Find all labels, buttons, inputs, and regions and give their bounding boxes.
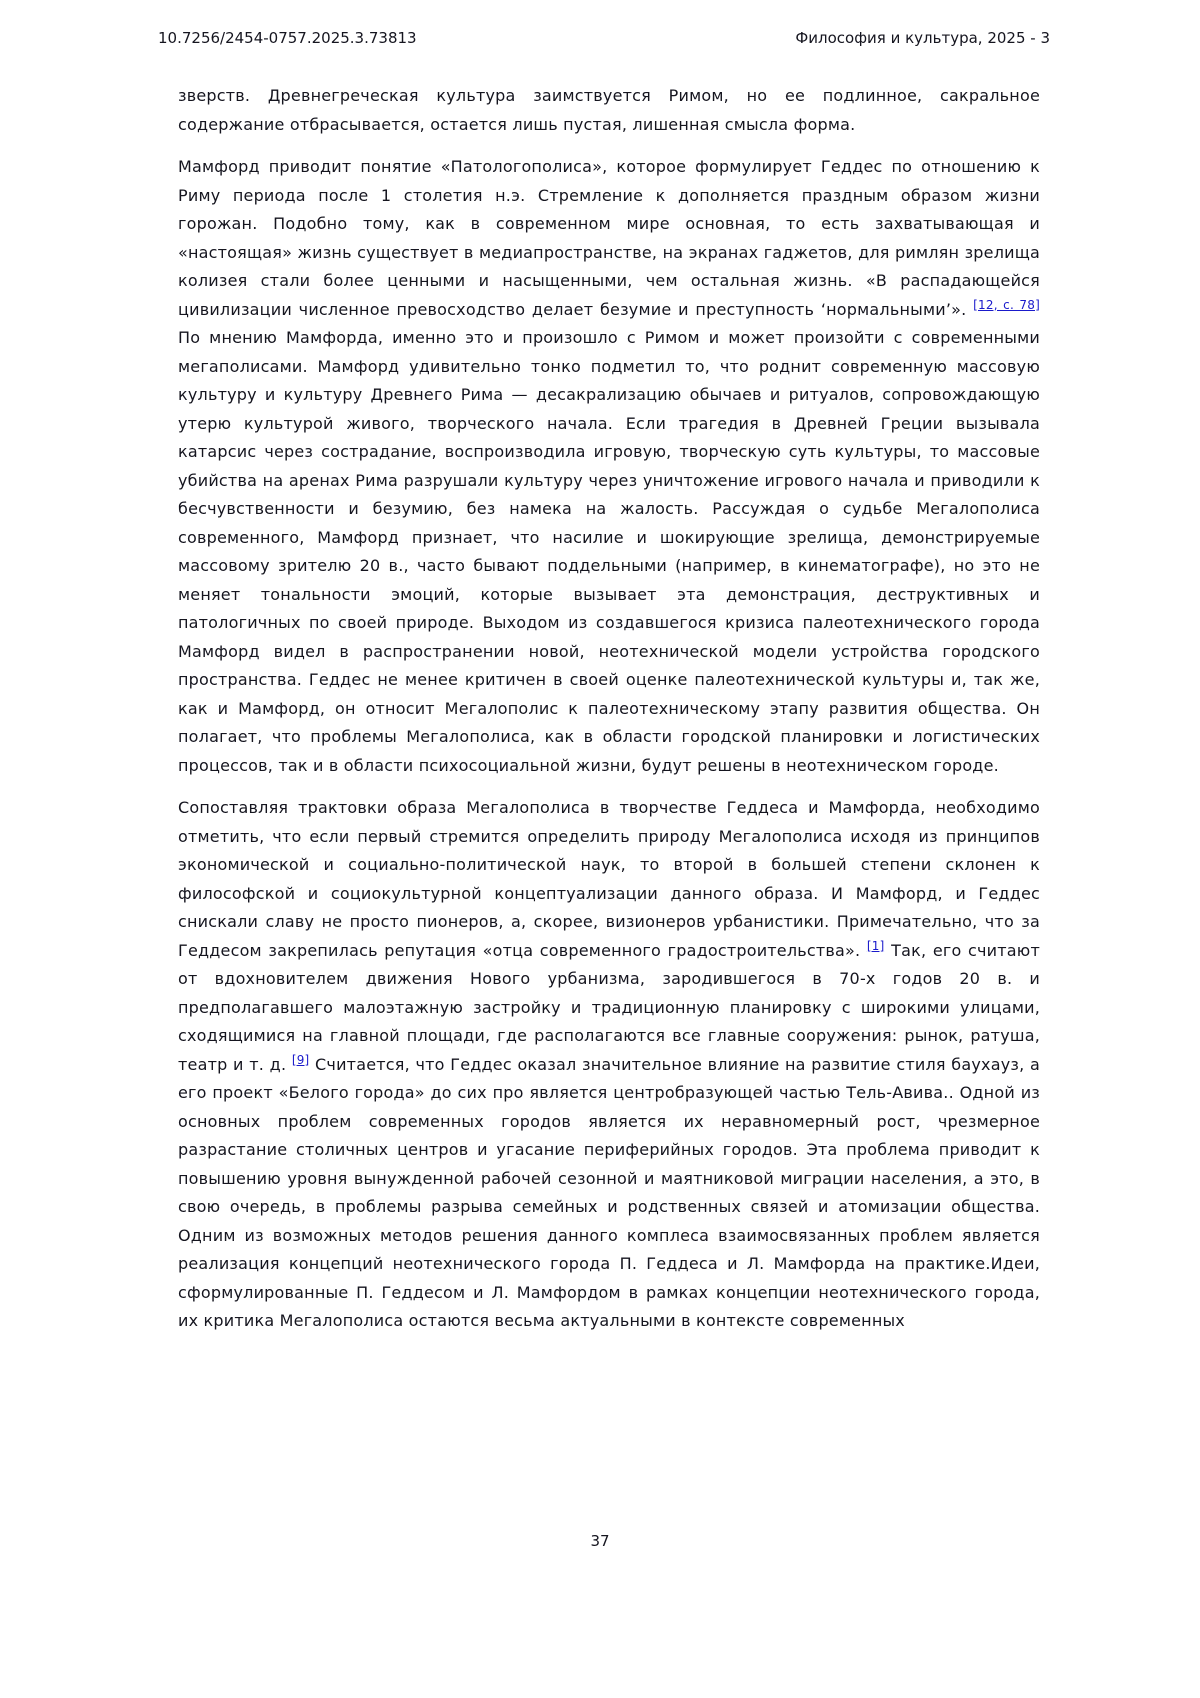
page-header (158, 28, 1050, 48)
page-number: 37 (590, 1532, 610, 1550)
paragraph-text: Так, его считают от вдохновителем движения Нового урбанизма, зародившегося в 70-х годов 20 в. и предполагавшего малоэтажную застройку и традиционную планировку с широкими улицами, сходящимися на главной площади, где располагаются все главные сооружения: рынок, ратуша, театр и т. д. (178, 940, 1040, 1074)
paragraph (178, 153, 1040, 780)
paragraph (178, 82, 1040, 139)
header-journal-title: Философия и культура, 2025 - 3 (795, 29, 1050, 47)
page-footer (0, 1532, 1200, 1550)
paragraph (178, 794, 1040, 1336)
paragraph-text: Сопоставляя трактовки образа Мегалополиса в творчестве Геддеса и Мамфорда, необходимо отметить, что если первый стремится определить природу Мегалополиса исходя из принципов экономической и социально-политической наук, то второй в большей степени склонен к философской и социокультурной концептуализации данного образа. И Мамфорд, и Геддес снискали славу не просто пионеров, а, скорее, визионеров урбанистики. Примечательно, что за Геддесом закрепилась репутация «отца современного градостроительства». (178, 798, 1040, 960)
paragraph-text: Мамфорд приводит понятие «Патологополиса», которое формулирует Геддес по отношению к Риму периода после 1 столетия н.э. Стремление к дополняется праздным образом жизни горожан. Подобно тому, как в современном мире основная, то есть захватывающая и «настоящая» жизнь существует в медиапространстве, на экранах гаджетов, для римлян зрелища колизея стали более ценными и насыщенными, чем остальная жизнь. «В распадающейся цивилизации численное превосходство делает безумие и преступность ‘нормальными’». (178, 157, 1040, 319)
article-body (178, 82, 1040, 1336)
citation-link[interactable]: [1] (866, 938, 885, 953)
header-doi: 10.7256/2454-0757.2025.3.73813 (158, 29, 417, 47)
citation-link[interactable]: [12, с. 78] (973, 297, 1040, 312)
paragraph-text: По мнению Мамфорда, именно это и произошло с Римом и может произойти с современными мегаполисами. Мамфорд удивительно тонко подметил то, что роднит современную массовую культуру и культуру Древнего Рима — десакрализацию обычаев и ритуалов, сопровождающую утерю культурой живого, творческого начала. Если трагедия в Древней Греции вызывала катарсис через сострадание, воспроизводила игровую, творческую суть культуры, то массовые убийства на аренах Рима разрушали культуру через уничтожение игрового начала и приводили к бесчувственности и безумию, без намека на жалость. Рассуждая о судьбе Мегалополиса современного, Мамфорд признает, что насилие и шокирующие зрелища, демонстрируемые массовому зрителю 20 в., часто бывают поддельными (например, в кинематографе), но это не меняет тональности эмоций, которые вызывает эта демонстрация, деструктивных и патологичных по своей природе. Выходом из создавшегося кризиса палеотехнического города Мамфорд видел в распространении новой, неотехнической модели устройства городского пространства. Геддес не менее критичен в своей оценке палеотехнической культуры и, так же, как и Мамфорд, он относит Мегалополис к палеотехническому этапу развития общества. Он полагает, что проблемы Мегалополиса, как в области городской планировки и логистических процессов, так и в области психосоциальной жизни, будут решены в неотехническом городе. (178, 328, 1040, 775)
citation-link[interactable]: [9] (291, 1052, 310, 1067)
paragraph-text: Считается, что Геддес оказал значительное влияние на развитие стиля баухауз, а его проект «Белого города» до сих про является центробразующей частью Тель-Авива.. Одной из основных проблем современных городов является их неравномерный рост, чрезмерное разрастание столичных центров и угасание периферийных городов. Эта проблема приводит к повышению уровня вынужденной рабочей сезонной и маятниковой миграции населения, а это, в свою очередь, в проблемы разрыва семейных и родственных связей и атомизации общества. Одним из возможных методов решения данного комплеса взаимосвязанных проблем является реализация концепций неотехнического города П. Геддеса и Л. Мамфорда на практике.Идеи, сформулированные П. Геддесом и Л. Мамфордом в рамках концепции неотехнического города, их критика Мегалополиса остаются весьма актуальными в контексте современных (178, 1054, 1040, 1330)
paragraph-text: зверств. Древнегреческая культура заимствуется Римом, но ее подлинное, сакральное содержание отбрасывается, остается лишь пустая, лишенная смысла форма. (178, 86, 1040, 134)
